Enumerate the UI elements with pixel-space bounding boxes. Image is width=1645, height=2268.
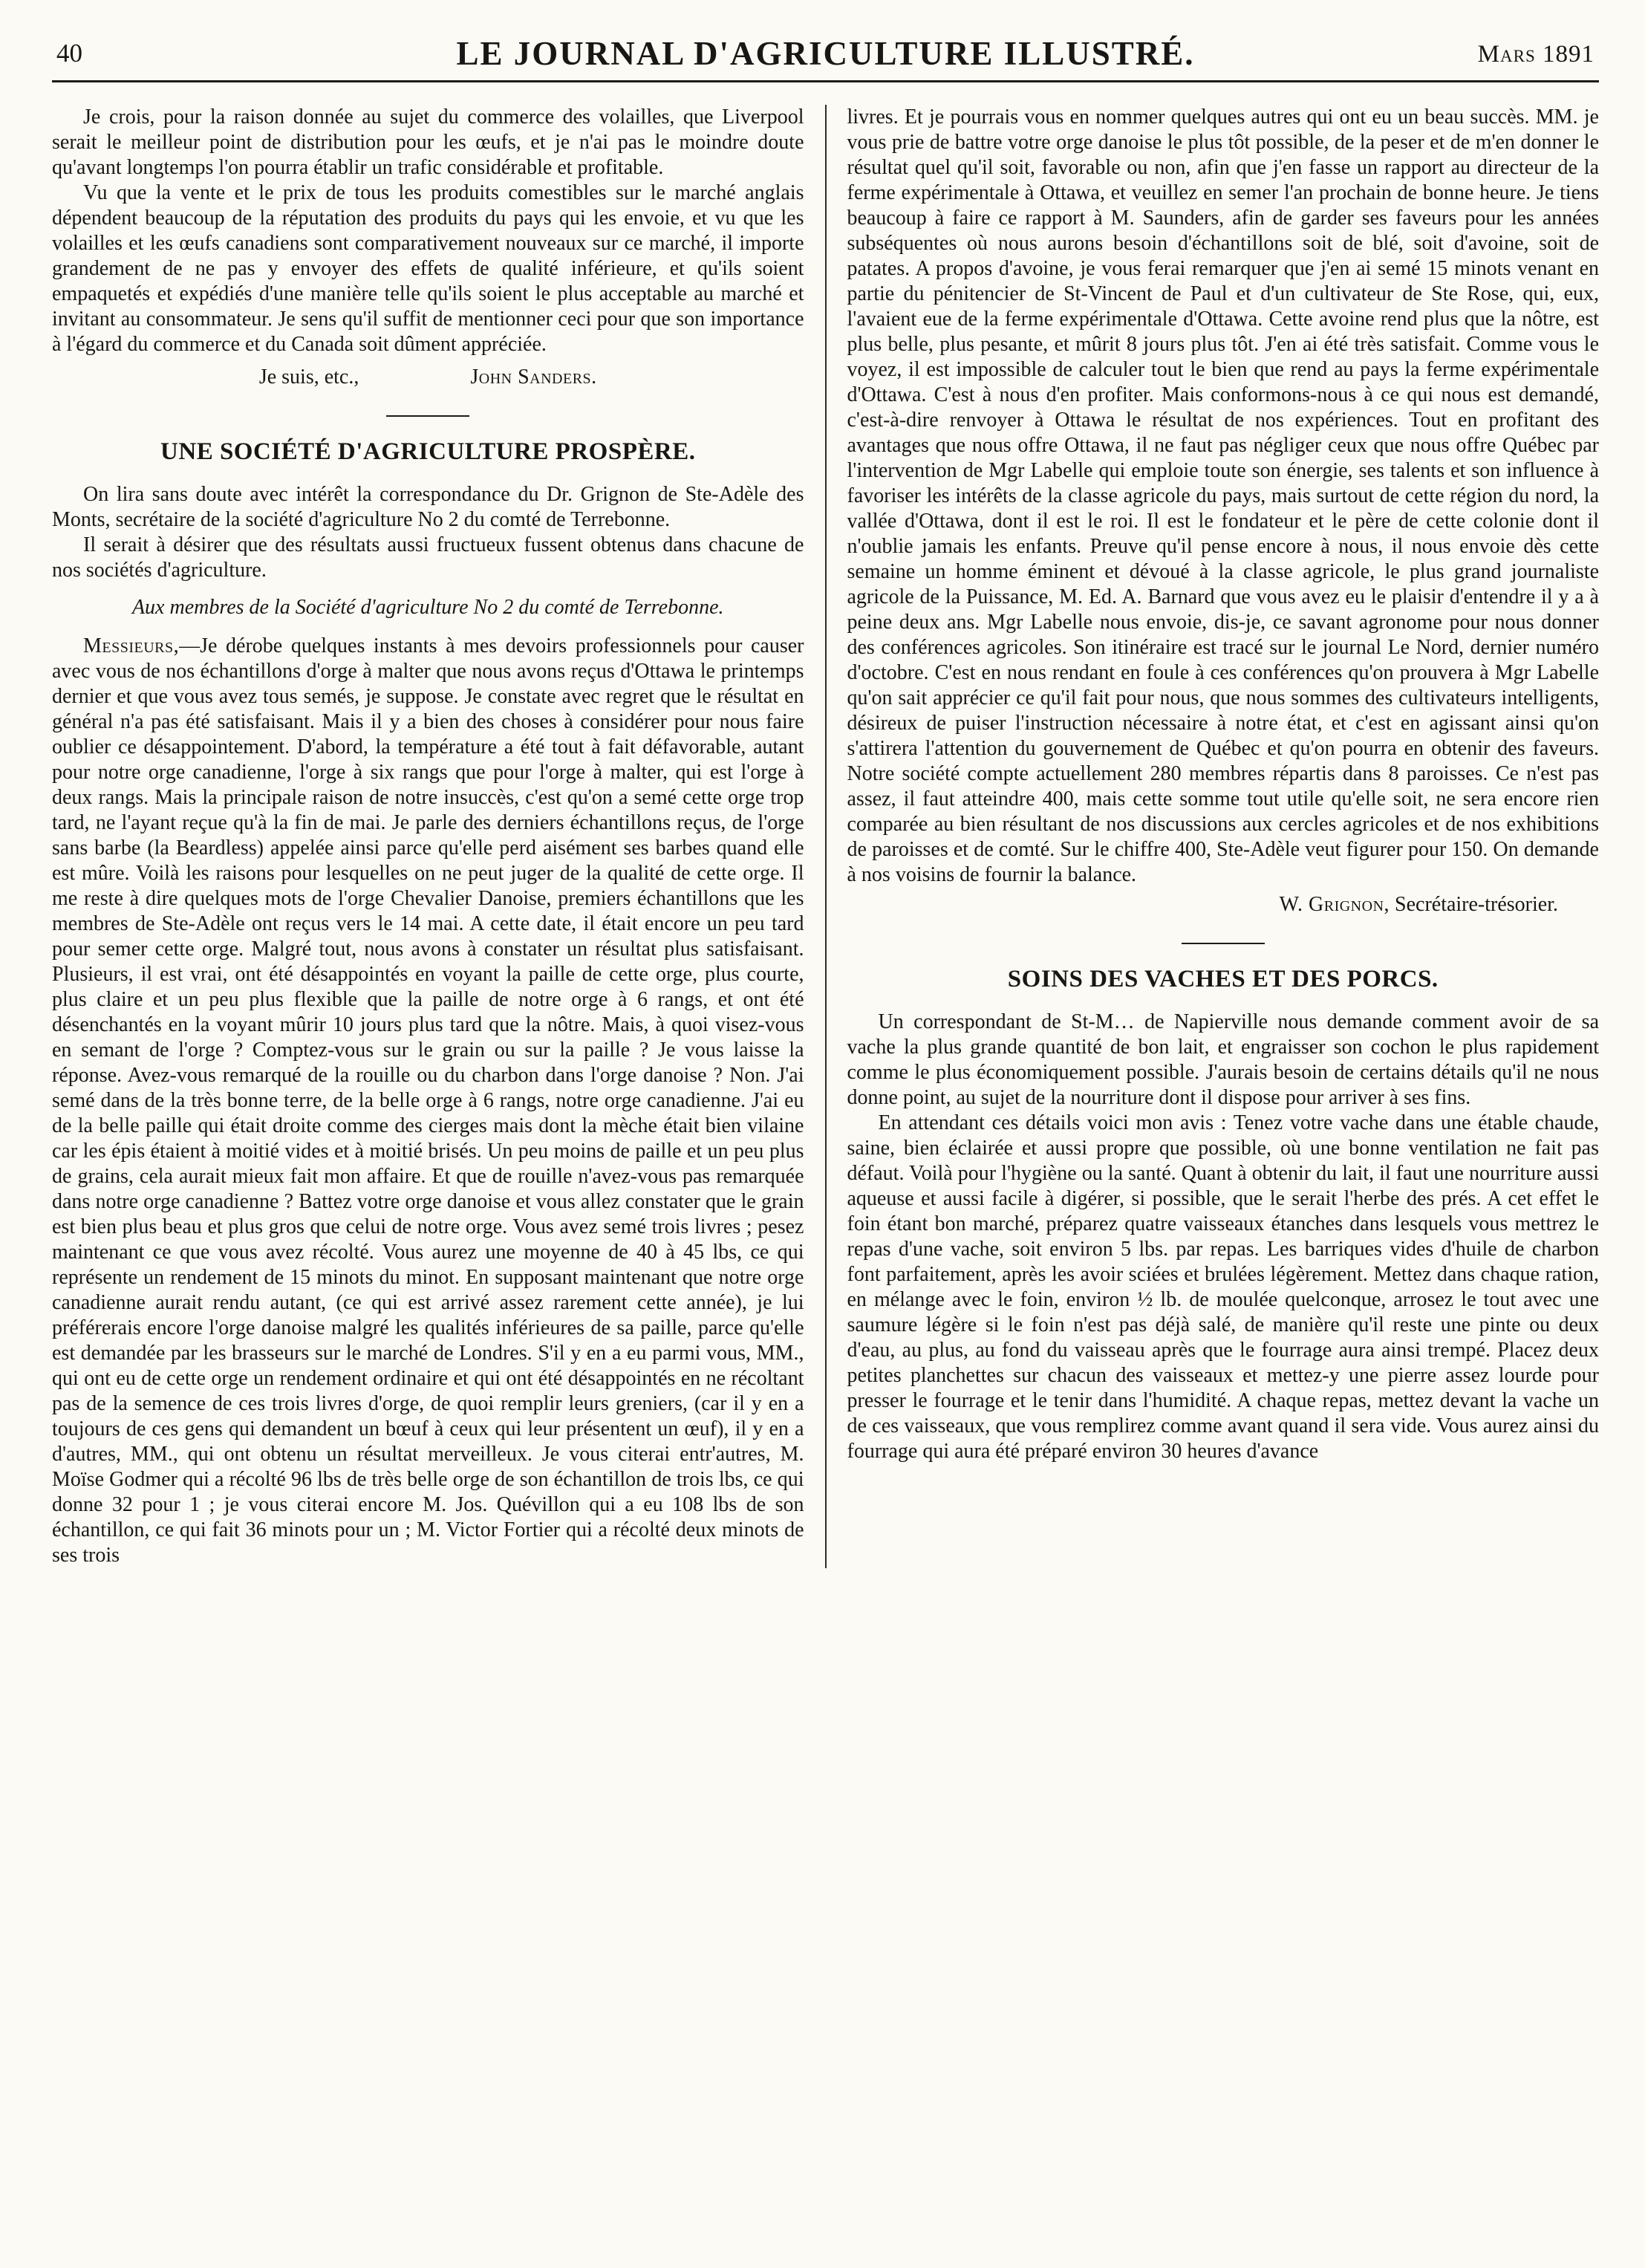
poultry-letter-signature-line: [52, 365, 804, 390]
cattle-article-paragraph: En attendant ces détails voici mon avis : Tenez votre vache dans une étable chaude, saine, bien éclairée et aussi propre que possible, où une bonne ventilation ne fait pas défaut. Voilà pour l'hygiène ou la santé. Quant à obtenir du lait, il faut une nourriture aussi aqueuse et aussi facile à digérer, si possible, que le serait l'herbe des prés. A cet effet le foin étant bon marché, préparez quatre vaisseaux étanches dans lesquels vous mettrez le repas d'une vache, soit environ 5 lbs. par repas. Les barriques vides d'huile de charbon font parfaitement, après les avoir sciées et brulées légèrement. Mettez dans chaque ration, en mélange avec le foin, environ ½ lb. de moulée quelconque, arrosez le tout avec une saumure légère si le foin n'est pas déjà salé, de manière qu'il reste une pinte ou deux d'eau, au plus, au fond du vaisseau après que le fourrage aura ainsi trempé. Placez deux petites planchettes sur chacun des vaisseaux et mettez-y une pierre assez lourde pour presser le fourrage et le tenir dans l'humidité. A chaque repas, mettez devant la vache un de ces vaisseaux, que vous remplirez comme avant quand il sera vide. Vous aurez ainsi du fourrage qui aura été préparé environ 30 heures d'avance: [847, 1111, 1599, 1463]
letter-signature: John Sanders.: [470, 365, 597, 389]
article-divider: [386, 415, 469, 417]
journal-title: LE JOURNAL D'AGRICULTURE ILLUSTRÉ.: [456, 35, 1195, 72]
poultry-letter-paragraph: Vu que la vente et le prix de tous les produits comestibles sur le marché anglais dépendent beaucoup de la réputation des produits du pays qui les envoie, et vu que les volailles et les œufs canadiens sont comparativement nouveaux sur ce marché, il importe grandement de ne pas y envoyer des effets de qualité inférieure, et qu'ils soient empaquetés et expédiés d'une manière telle qu'ils soient le plus acceptable au marché et invitant au consommateur. Je sens qu'il suffit de mentionner ceci pour que son importance à l'égard du commerce et du Canada soit dûment appréciée.: [52, 181, 804, 356]
right-column: [827, 105, 1600, 1568]
two-column-layout: [52, 105, 1599, 1568]
article-divider: [1182, 943, 1265, 944]
society-intro-paragraph: On lira sans doute avec intérêt la correspondance du Dr. Grignon de Ste-Adèle des Monts, secrétaire de la société d'agriculture No 2 du comté de Terrebonne.: [52, 483, 804, 531]
cattle-article-heading: SOINS DES VACHES ET DES PORCS.: [1007, 966, 1439, 992]
header-rule: [52, 80, 1599, 82]
letter-closing: Je suis, etc.,: [258, 365, 359, 389]
society-letter-continuation: livres. Et je pourrais vous en nommer quelques autres qui ont eu un beau succès. MM. je vous prie de battre votre orge danoise le plus tôt possible, de la peser et de m'en donner le résultat quel qu'il soit, favorable ou non, afin que j'en fasse un rapport au directeur de la ferme expérimentale à Ottawa, et veuillez en semer l'an prochain de bonne heure. Je tiens beaucoup à faire ce rapport à M. Saunders, afin de garder ses faveurs pour les années subséquentes où nous aurons besoin d'échantillons soit de blé, soit d'avoine, soit de patates. A propos d'avoine, je vous ferai remarquer que j'en ai semé 15 minots venant en partie du pénitencier de St-Vincent de Paul et d'un cultivateur de Ste Rose, qui, eux, l'avaient eue de la ferme expérimentale d'Ottawa. Cette avoine rend plus que la nôtre, est plus belle, plus pesante, et mûrit 8 jours plus tôt. J'en ai été très satisfait. Comme vous le voyez, il est impossible de calculer tout le bien que rend au pays la ferme expérimentale d'Ottawa. C'est à nous d'en profiter. Mais conformons-nous à ce qui nous est demandé, c'est-à-dire renvoyer à Ottawa le résultat de nos expériences. Tout en profitant des avantages que nous offre Ottawa, il ne faut pas négliger ceux que nous offre Québec par l'intervention de Mgr Labelle qui emploie toute son énergie, ses talents et son influence à favoriser les intérêts de la classe agricole du pays, mais surtout de cette région du nord, la vallée d'Ottawa, dont il est le roi. Il est le fondateur et le père de cette colonie dont il n'oublie jamais les enfants. Preuve qu'il pense encore à nous, il nous envoie dès cette semaine un homme éminent et dévoué à la classe agricole, le plus grand journaliste agricole de la Puissance, M. Ed. A. Barnard que vous avez eu le plaisir d'entendre il y a à peine deux ans. Mgr Labelle nous envoie, dis-je, ce savant agronome pour nous donner des conférences agricoles. Son itinéraire est tracé sur le journal Le Nord, dernier numéro d'octobre. C'est en nous rendant en foule à ces conférences qu'on prouvera à Mgr Labelle qu'on sait apprécier ce qu'il fait pour nous, que nous sommes des cultivateurs intelligents, désireux de puiser l'instruction nécessaire à notre état, et c'est en agissant ainsi qu'on s'attirera l'attention du gouvernement de Québec et qu'on pourra en obtenir des faveurs. Notre société compte actuellement 280 membres répartis dans 8 paroisses. Ce n'est pas assez, il faut atteindre 400, mais cette somme tout utile qu'elle soit, ne sera encore rien comparée au bien résultant de nos discussions aux cercles agricoles et de nos exhibitions de paroisses et de comté. Sur le chiffre 400, Ste-Adèle veut figurer pour 150. On demande à nos voisins de fournir la balance.: [847, 105, 1599, 886]
letter-body-text: —Je dérobe quelques instants à mes devoirs professionnels pour causer avec vous de nos échantillons d'orge à malter que nous avons reçus d'Ottawa le printemps dernier et que vous avez tous semés, je suppose. Je constate avec regret que le résultat en général n'a pas été satisfaisant. Mais il y a bien des choses à considérer pour nous faire oublier ce désappointement. D'abord, la température a été tout à fait défavorable, autant pour notre orge canadienne, l'orge à six rangs que pour l'orge à malter, qui est l'orge à deux rangs. Mais la principale raison de notre insuccès, c'est qu'on a semé cette orge trop tard, ne l'ayant reçue qu'à la fin de mai. Je parle des derniers échantillons reçus, de l'orge sans barbe (la Beardless) appelée ainsi parce qu'elle perd aisément ses barbes quand elle est mûre. Voilà les raisons pour lesquelles on ne peut juger de la qualité de cette orge. Il me reste à dire quelques mots de l'orge Chevalier Danoise, premiers échantillons que les membres de Ste-Adèle ont reçus vers le 14 mai. A cette date, il était encore un peu tard pour semer cette orge. Malgré tout, nous avons à constater un résultat plus satisfaisant. Plusieurs, il est vrai, ont été désappointés en voyant la paille de cette orge, plus courte, plus claire et un peu plus flexible que la paille de notre orge à 6 rangs, et ont été désenchantés en la voyant mûrir 10 jours plus tard que la nôtre. Mais, à quoi visez-vous en semant de l'orge ? Comptez-vous sur le grain ou sur la paille ? Je vous laisse la réponse. Avez-vous remarqué de la rouille ou du charbon dans l'orge danoise ? Non. J'ai semé dans de la très bonne terre, de la belle orge à 6 rangs, notre orge canadienne. J'ai eu de la belle paille qui était droite comme des cierges mais dont la mèche était bien vilaine car les épis étaient à moitié vides et à moitié brisés. Un peu moins de paille et un peu plus de grains, cela aurait mieux fait mon affaire. Et que de rouille n'avez-vous pas remarquée dans notre orge canadienne ? Battez votre orge danoise et vous allez constater que le grain est bien plus beau et plus gros que celui de notre orge. Vous avez semé trois livres ; pesez maintenant ce que vous avez récolté. Vous aurez une moyenne de 40 à 45 lbs, ce qui représente un rendement de 15 minots du minot. En supposant maintenant que notre orge canadienne aurait rendu autant, (ce qui est arrivé assez rarement cette année), je lui préférerais encore l'orge danoise malgré les qualités inférieures de sa paille, parce qu'elle est demandée par les brasseurs sur le marché de Londres. S'il y en a eu parmi vous, MM., qui ont eu de cette orge un rendement ordinaire et qui ont été désappointés en ne récoltant pas de la semence de ces trois livres d'orge, de quoi remplir leurs greniers, (car il y en a toujours de ces gens qui demandent un bœuf à ceux qui leur présentent un œuf), il y en a d'autres, MM., qui ont obtenu un résultat merveilleux. Je vous citerai entr'autres, M. Moïse Godmer qui a récolté 96 lbs de très belle orge de son échantillon de trois lbs, ce qui donne 32 pour 1 ; je vous citerai encore M. Jos. Quévillon qui a eu 108 lbs de son échantillon, ce qui fait 36 minots pour un ; M. Victor Fortier qui a récolté deux minots de ses trois: [52, 634, 804, 1567]
signature-title: Secrétaire-trésorier.: [1395, 893, 1558, 916]
letter-salutation: Aux membres de la Société d'agriculture No 2 du comté de Terrebonne.: [131, 596, 724, 619]
page-number: 40: [56, 39, 82, 68]
left-column: [52, 105, 825, 1568]
society-intro-paragraph: Il serait à désirer que des résultats aussi fructueux fussent obtenus dans chacune de nos sociétés d'agriculture.: [52, 533, 804, 582]
society-letter-signature-line: [847, 892, 1600, 917]
poultry-letter-paragraph: Je crois, pour la raison donnée au sujet du commerce des volailles, que Liverpool serait le meilleur point de distribution pour les œufs, et je n'ai pas le moindre doute qu'avant longtemps l'on pourra établir un trafic considérable et profitable.: [52, 105, 804, 179]
society-letter-body: [52, 634, 804, 1568]
letter-opening-word: Messieurs,: [83, 634, 180, 657]
signature-name: W. Grignon,: [1279, 893, 1390, 916]
society-article-heading: UNE SOCIÉTÉ D'AGRICULTURE PROSPÈRE.: [160, 438, 696, 465]
masthead: [52, 22, 1599, 74]
issue-date: Mars 1891: [1477, 41, 1594, 68]
cattle-article-paragraph: Un correspondant de St-M… de Napierville nous demande comment avoir de sa vache la plus grande quantité de bon lait, et engraisser son cochon le plus rapidement comme le plus économiquement possible. J'aurais besoin de certains détails qu'il ne nous donne point, au sujet de la nourriture dont il dispose pour arriver à ses fins.: [847, 1010, 1599, 1109]
